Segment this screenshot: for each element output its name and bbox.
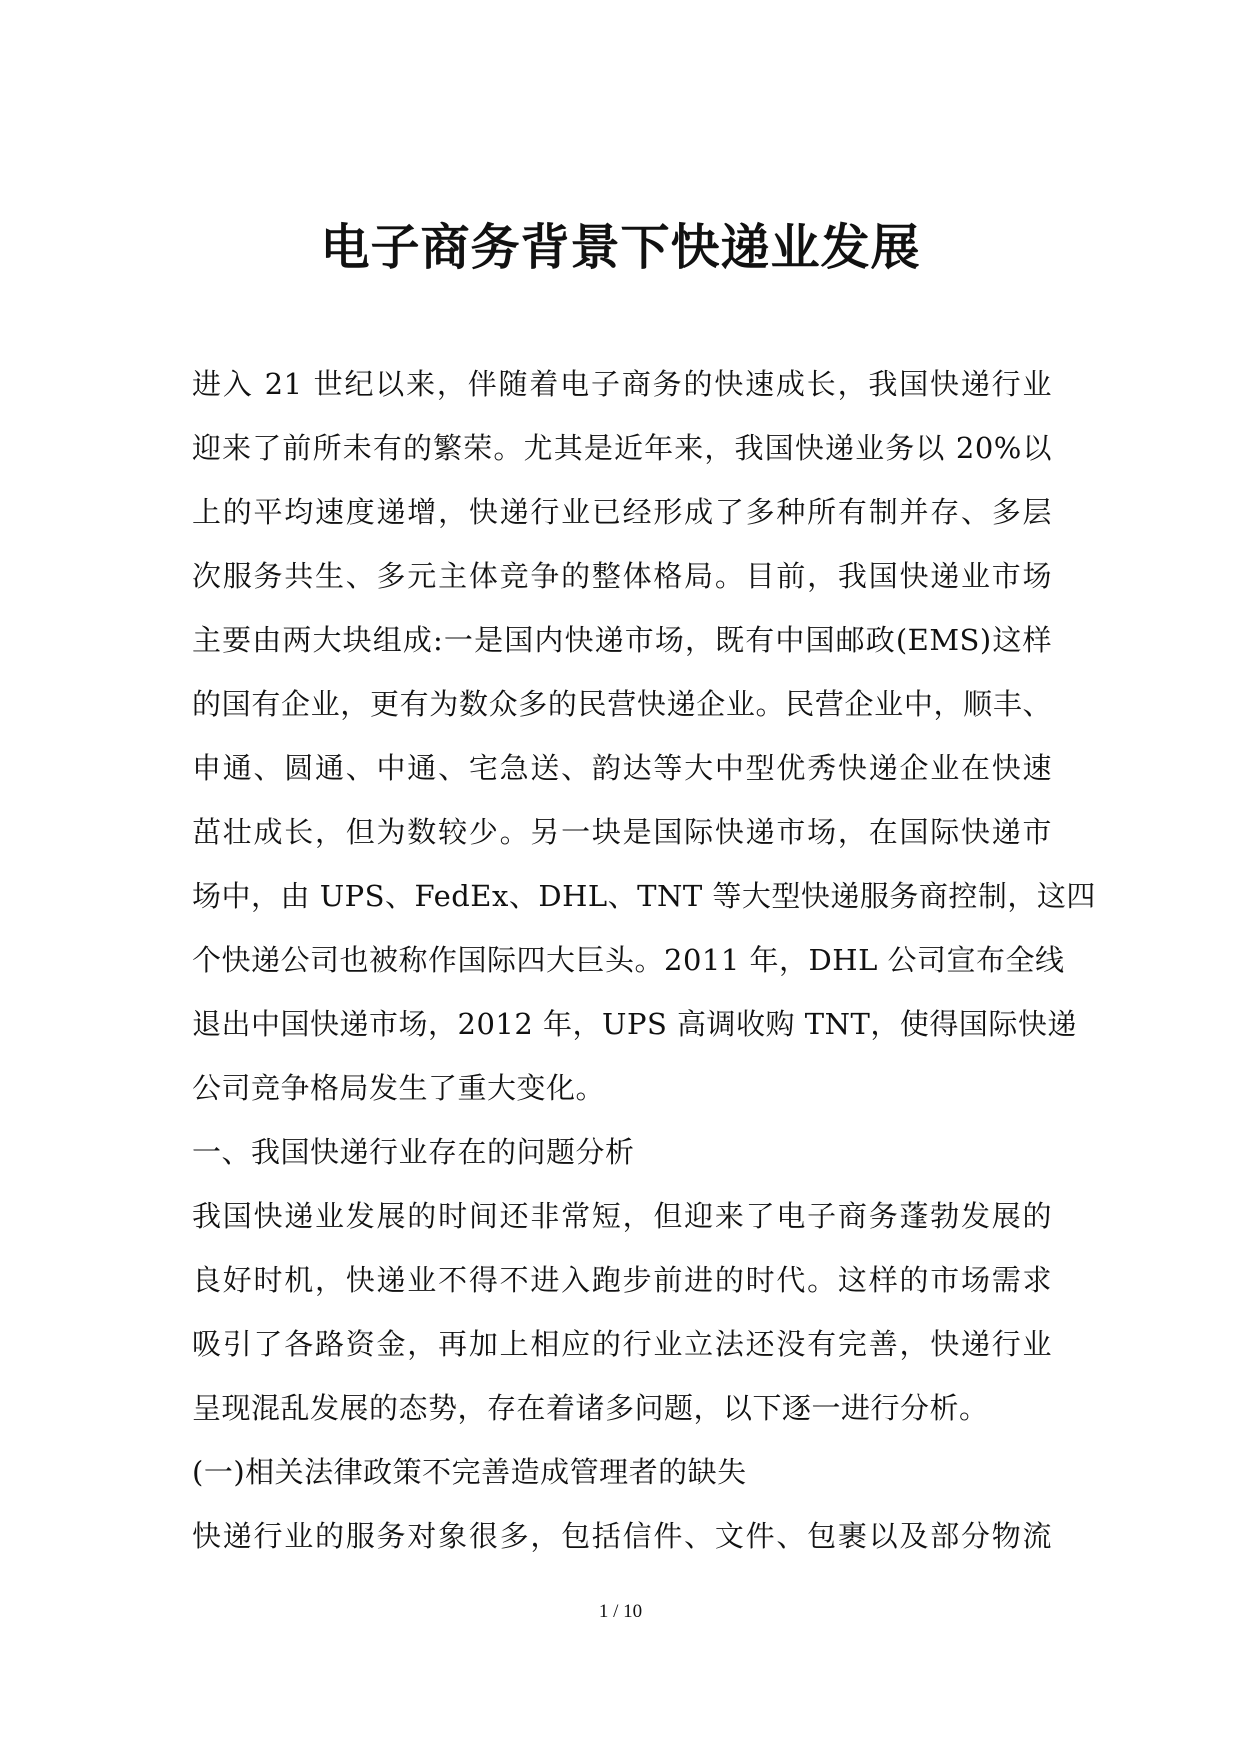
body-line: 退出中国快递市场，2012 年，UPS 高调收购 TNT，使得国际快递	[192, 1007, 1077, 1041]
body-line: 良好时机，快递业不得不进入跑步前进的时代。这样的市场需求	[192, 1263, 1052, 1297]
document-title: 电子商务背景下快递业发展	[320, 219, 921, 276]
body-line: 快递行业的服务对象很多，包括信件、文件、包裹以及部分物流	[192, 1519, 1052, 1553]
body-line: 进入 21 世纪以来，伴随着电子商务的快速成长，我国快递行业	[192, 367, 1052, 401]
body-line: 次服务共生、多元主体竞争的整体格局。目前，我国快递业市场	[192, 559, 1052, 593]
page-number: 1 / 10	[598, 1601, 643, 1622]
body-line: 上的平均速度递增，快递行业已经形成了多种所有制并存、多层	[192, 495, 1052, 529]
body-line: 吸引了各路资金，再加上相应的行业立法还没有完善，快递行业	[192, 1327, 1052, 1361]
body-line: 场中，由 UPS、FedEx、DHL、TNT 等大型快递服务商控制，这四	[192, 879, 1096, 913]
body-line: 茁壮成长，但为数较少。另一块是国际快递市场，在国际快递市	[192, 815, 1052, 849]
body-line: 公司竞争格局发生了重大变化。	[192, 1071, 606, 1105]
body-line: 申通、圆通、中通、宅急送、韵达等大中型优秀快递企业在快速	[192, 751, 1052, 785]
body-line: 个快递公司也被称作国际四大巨头。2011 年，DHL 公司宣布全线	[192, 943, 1065, 977]
subsection-heading: (一)相关法律政策不完善造成管理者的缺失	[192, 1455, 747, 1489]
body-line: 呈现混乱发展的态势，存在着诸多问题，以下逐一进行分析。	[192, 1391, 989, 1425]
document-body	[192, 352, 1096, 1568]
body-line: 主要由两大块组成:一是国内快递市场，既有中国邮政(EMS)这样	[192, 623, 1052, 657]
section-heading: 一、我国快递行业存在的问题分析	[192, 1135, 635, 1169]
body-line: 的国有企业，更有为数众多的民营快递企业。民营企业中，顺丰、	[192, 687, 1052, 721]
body-line: 迎来了前所未有的繁荣。尤其是近年来，我国快递业务以 20%以	[192, 431, 1052, 465]
body-line: 我国快递业发展的时间还非常短，但迎来了电子商务蓬勃发展的	[192, 1199, 1052, 1233]
